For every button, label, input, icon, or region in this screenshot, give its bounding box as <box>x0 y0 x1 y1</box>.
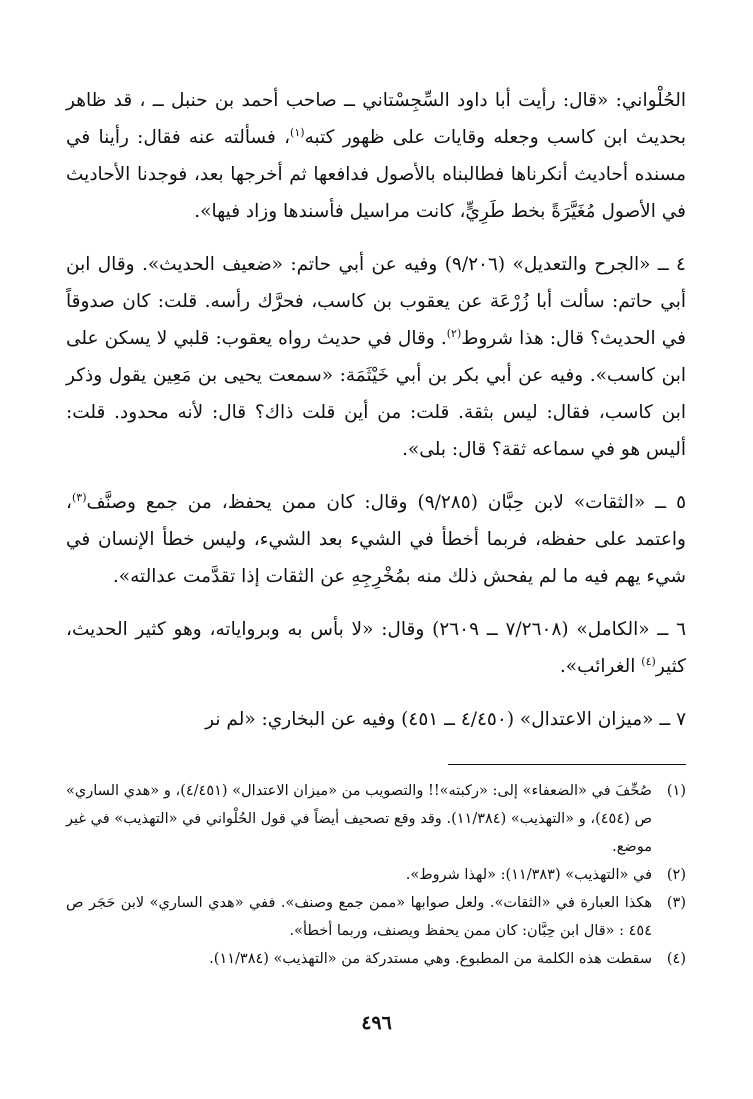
page-number: ٤٩٦ <box>361 1012 392 1034</box>
paragraph-5 <box>66 701 686 738</box>
footnote-ref[interactable]: (٣) <box>71 490 87 504</box>
paragraph-4 <box>66 611 686 685</box>
footnote-number: (٢) <box>666 867 686 883</box>
main-text <box>66 82 686 738</box>
paragraph-3 <box>66 484 686 595</box>
paragraph-text: الحُلْواني: «قال: رأيت أبا داود السِّجِسْتاني ــ صاحب أحمد بن حنبل ــ ، قد ظاهر بحديث ابن كاسب وجعله وقايات على ظهور كتبه <box>66 90 686 148</box>
book-page <box>66 82 686 973</box>
footnotes <box>66 777 686 973</box>
paragraph-text: ٦ ــ «الكامل» (٧/٢٦٠٨ ــ ٢٦٠٩) وقال: «لا بأس به وبرواياته، وهو كثير الحديث، كثير <box>66 619 686 677</box>
footnote-ref[interactable]: (١) <box>290 125 305 139</box>
paragraph-text: ، واعتمد على حفظه، فربما أخطأ في الشيء بعد الشيء، وليس خطأ الإنسان في شيء يهم فيه ما لم يفحش ذلك منه بمُخْرِجِهِ عن الثقات إذا تقدَّمت عدالته». <box>66 492 686 587</box>
paragraph-text: ٤ ــ «الجرح والتعديل» (٩/٢٠٦) وفيه عن أبي حاتم: «ضعيف الحديث». وقال ابن أبي حاتم: سألت أبا زُرْعَة عن يعقوب بن كاسب، فحرَّك رأسه. قلت: كان صدوقاً في الحديث؟ قال: هذا شروط <box>66 254 686 349</box>
footnote-text: سقطت هذه الكلمة من المطبوع. وهي مستدركة من «التهذيب» (١١/٣٨٤). <box>209 951 652 967</box>
footnote-number: (١) <box>666 783 686 799</box>
paragraph-2 <box>66 246 686 468</box>
footnote-4 <box>66 945 686 973</box>
paragraph-text: الغرائب». <box>559 656 642 677</box>
footnote-text: في «التهذيب» (١١/٣٨٣): «لهذا شروط». <box>405 867 652 883</box>
footnote-number: (٣) <box>666 895 686 911</box>
footnote-ref[interactable]: (٢) <box>446 326 462 340</box>
footnote-text: صُحِّفَ في «الضعفاء» إلى: «ركبته»!! والتصويب من «ميزان الاعتدال» (٤/٤٥١)، و «هدي الساري» ص (٤٥٤)، و «التهذيب» (١١/٣٨٤). وقد وقع تصحيف أيضاً في قول الحُلْواني في «التهذيب» في غير موضع. <box>66 783 653 855</box>
footnote-divider <box>448 764 686 765</box>
paragraph-text: ٧ ــ «ميزان الاعتدال» (٤/٤٥٠ ــ ٤٥١) وفيه عن البخاري: «لم نر <box>205 709 686 730</box>
footnote-2 <box>66 861 686 889</box>
footnote-number: (٤) <box>666 951 686 967</box>
paragraph-1 <box>66 82 686 230</box>
paragraph-text: . وقال في حديث رواه يعقوب: قلبي لا يسكن على ابن كاسب». وفيه عن أبي بكر بن أبي خَيْثَمَة: «سمعت يحيى بن مَعِين يقول وذكر ابن كاسب، فقال: ليس بثقة. قلت: من أين قلت ذاك؟ قال: لأنه محدود. قلت: أليس هو في سماعه ثقة؟ قال: بلى». <box>66 328 686 460</box>
footnote-ref[interactable]: (٤) <box>641 654 656 668</box>
footnote-text: هكذا العبارة في «الثقات». ولعل صوابها «ممن جمع وصنف». ففي «هدي الساري» لابن حَجَر ص ٤٥٤ : «قال ابن حِبَّان: كان ممن يحفظ ويصنف، وربما أخطأ». <box>66 895 652 939</box>
paragraph-text: ، فسألته عنه فقال: رأينا في مسنده أحاديث أنكرناها فطالبناه بالأصول فدافعها ثم أخرجها بعد، فوجدنا الأحاديث في الأصول مُغَيَّرَةً بخط طَرِيٍّ، كانت مراسيل فأسندها وزاد فيها». <box>66 127 686 222</box>
paragraph-text: ٥ ــ «الثقات» لابن حِبَّان (٩/٢٨٥) وقال: كان ممن يحفظ، من جمع وصنَّف <box>86 492 686 513</box>
footnote-1 <box>66 777 686 861</box>
footnote-3 <box>66 889 686 945</box>
